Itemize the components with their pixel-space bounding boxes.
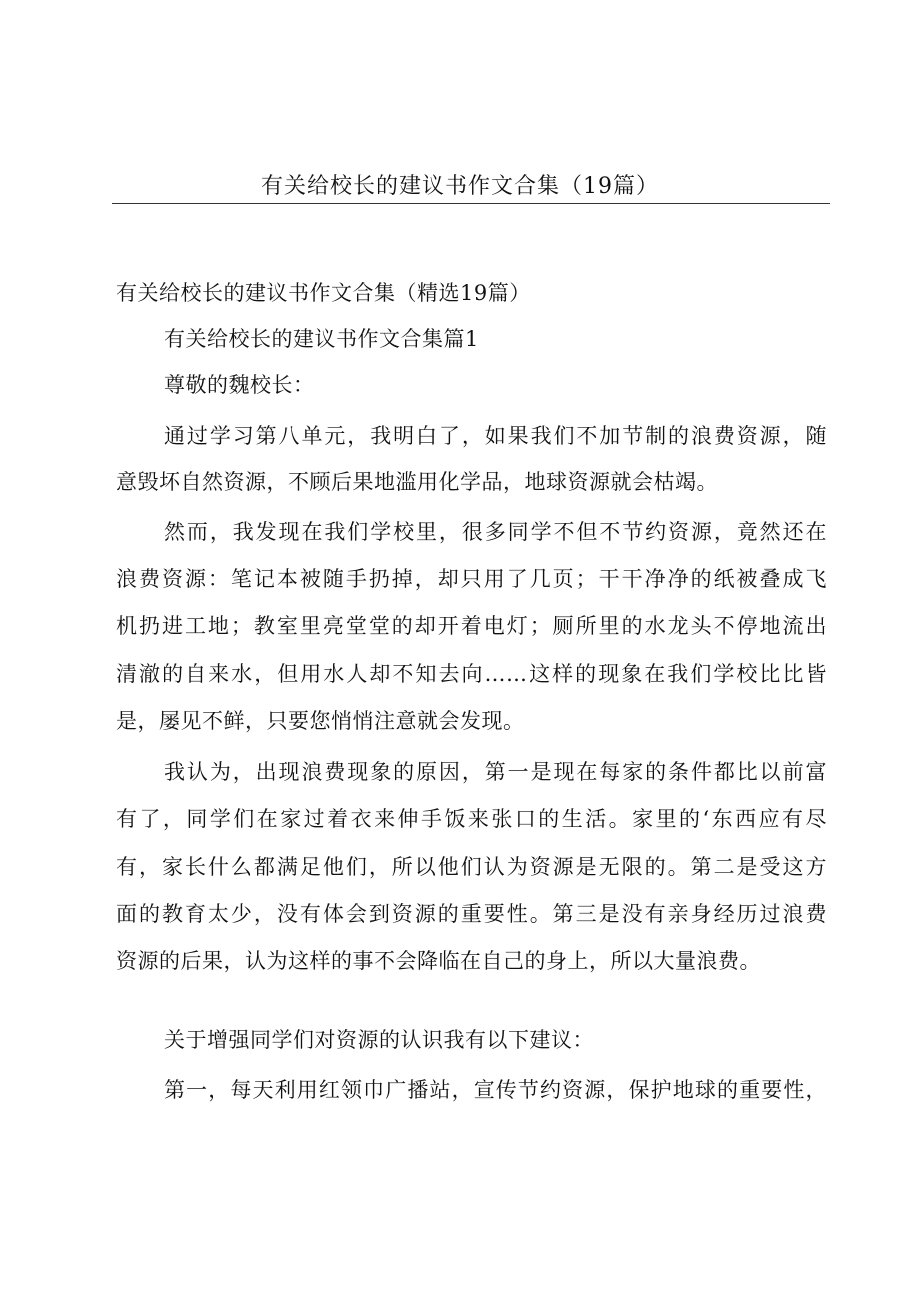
salutation: 尊敬的魏校长：	[164, 373, 315, 397]
document-subtitle: 有关给校长的建议书作文合集（精选19篇）	[116, 281, 531, 305]
paragraph-line: 然而，我发现在我们学校里，很多同学不但不节约资源，竟然还在	[164, 520, 827, 544]
paragraph-line: 意毁坏自然资源，不顾后果地滥用化学品，地球资源就会枯竭。	[116, 470, 718, 494]
paragraph-line: 是，屡见不鲜，只要您悄悄注意就会发现。	[116, 709, 525, 733]
paragraph-line: 关于增强同学们对资源的认识我有以下建议：	[164, 1028, 594, 1052]
paragraph-line: 浪费资源：笔记本被随手扔掉，却只用了几页；干干净净的纸被叠成飞	[116, 567, 827, 591]
paragraph-line: 第一，每天利用红领巾广播站，宣传节约资源，保护地球的重要性，	[164, 1078, 827, 1102]
paragraph-line: 机扔进工地；教室里亮堂堂的却开着电灯；厕所里的水龙头不停地流出	[116, 614, 827, 638]
paragraph-line: 有，家长什么都满足他们，所以他们认为资源是无限的。第二是受这方	[116, 855, 827, 879]
paragraph-line: 清澈的自来水，但用水人却不知去向……这样的现象在我们学校比比皆	[116, 662, 827, 686]
paragraph-line: 我认为，出现浪费现象的原因，第一是现在每家的条件都比以前富	[164, 760, 827, 784]
title-underline	[112, 203, 830, 204]
paragraph-line: 通过学习第八单元，我明白了，如果我们不加节制的浪费资源，随	[164, 424, 827, 448]
section-heading: 有关给校长的建议书作文合集篇1	[164, 327, 479, 351]
paragraph-line: 有了，同学们在家过着衣来伸手饭来张口的生活。家里的‘东西应有尽	[116, 807, 827, 831]
paragraph-line: 资源的后果，认为这样的事不会降临在自己的身上，所以大量浪费。	[116, 949, 761, 973]
document-title: 有关给校长的建议书作文合集（19篇）	[261, 174, 659, 199]
paragraph-line: 面的教育太少，没有体会到资源的重要性。第三是没有亲身经历过浪费	[116, 902, 827, 926]
